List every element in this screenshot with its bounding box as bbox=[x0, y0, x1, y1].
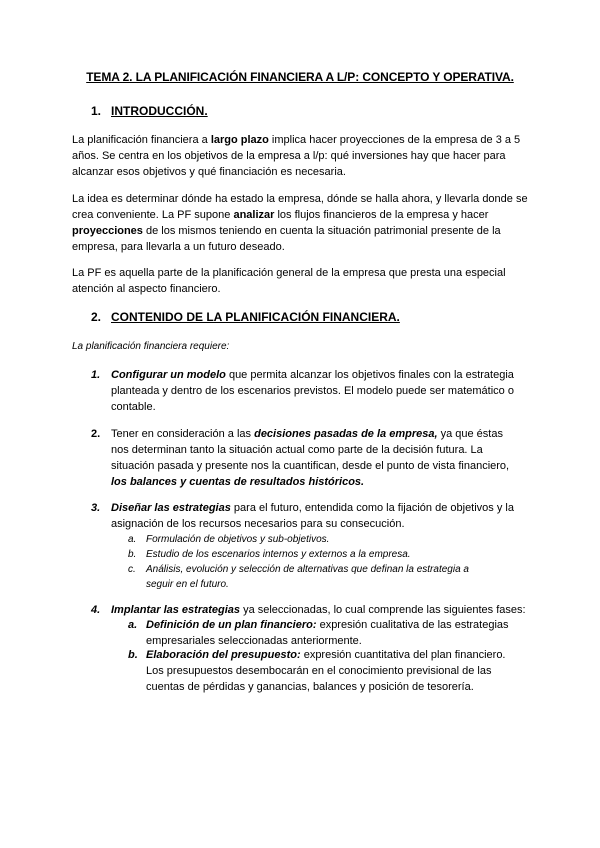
bold-term: largo plazo bbox=[210, 134, 269, 146]
emphasis: los balances y cuentas de resultados históricos. bbox=[111, 476, 365, 488]
text-run: expresión cuantitativa del plan financiero. Los presupuestos desembocarán en el conocimiento previsional de las cuentas de pérdidas y ganancias, balances y posición de tesorería. bbox=[146, 649, 506, 693]
section-2-intro: La planificación financiera requiere: bbox=[72, 341, 230, 352]
sub-item-4b bbox=[128, 647, 518, 711]
sub-item-text bbox=[146, 647, 511, 695]
text-run: ya que éstas nos determinan tanto la situación actual como parte de la decisión futura. La situación pasada y presente nos la cuantifican, desde el punto de vista financiero, bbox=[111, 428, 510, 472]
text-run: La idea es determinar dónde ha estado la empresa, dónde se halla ahora, y llevarla donde se crea conveniente. La PF supone bbox=[72, 193, 528, 221]
intro-paragraph-3: La PF es aquella parte de la planificación general de la empresa que presta una especial atención al aspecto financiero. bbox=[72, 267, 506, 295]
intro-paragraph-2 bbox=[72, 191, 532, 255]
bold-term: analizar bbox=[233, 209, 275, 221]
bold-term: proyecciones bbox=[72, 225, 143, 237]
sub-letter: c. bbox=[128, 564, 136, 575]
list-item-text bbox=[111, 426, 523, 490]
sub-letter: a. bbox=[128, 619, 138, 631]
sub-item-3a bbox=[128, 532, 488, 547]
text-run: Tener en consideración a las bbox=[111, 428, 255, 440]
list-item-3 bbox=[91, 500, 531, 535]
sub-item-text: Estudio de los escenarios internos y externos a la empresa. bbox=[146, 549, 411, 560]
text-run: de los mismos teniendo en cuenta la situación patrimonial presente de la empresa, para llevarla a un futuro deseado. bbox=[72, 225, 501, 253]
sub-item-4a bbox=[128, 617, 518, 649]
sub-letter: a. bbox=[128, 534, 137, 545]
sub-item-3b bbox=[128, 547, 488, 562]
emphasis: decisiones pasadas de la empresa, bbox=[254, 428, 438, 440]
sub-item-text: Análisis, evolución y selección de alternativas que definan la estrategia a seguir en el futuro. bbox=[146, 564, 469, 590]
section-number: 2. bbox=[91, 310, 102, 324]
emphasis: Implantar las estrategias bbox=[111, 604, 241, 616]
list-item-2 bbox=[91, 426, 531, 492]
list-item-text bbox=[111, 500, 523, 532]
emphasis: Elaboración del presupuesto: bbox=[146, 649, 301, 661]
list-number: 4. bbox=[91, 604, 101, 616]
section-title: INTRODUCCIÓN. bbox=[111, 104, 208, 118]
list-item-1 bbox=[91, 367, 531, 417]
text-run: ya seleccionadas, lo cual comprende las siguientes fases: bbox=[240, 604, 526, 616]
list-number: 3. bbox=[91, 502, 101, 514]
list-item-text bbox=[111, 602, 541, 618]
emphasis: Diseñar las estrategias bbox=[111, 502, 231, 514]
section-number: 1. bbox=[91, 104, 102, 118]
emphasis: Configurar un modelo bbox=[111, 369, 226, 381]
text-run: La planificación financiera a bbox=[72, 134, 211, 146]
list-number: 1. bbox=[91, 369, 101, 381]
list-number: 2. bbox=[91, 428, 101, 440]
document-title: TEMA 2. LA PLANIFICACIÓN FINANCIERA A L/P: CONCEPTO Y OPERATIVA. bbox=[86, 70, 514, 84]
intro-paragraph-1 bbox=[72, 132, 532, 180]
sub-item-text: Formulación de objetivos y sub-objetivos. bbox=[146, 534, 330, 545]
sub-item-text bbox=[146, 617, 511, 649]
list-item-4 bbox=[91, 602, 541, 618]
text-run: expresión cualitativa de las estrategias empresariales seleccionadas anteriormente. bbox=[146, 619, 509, 647]
text-run: implica hacer proyecciones de la empresa de 3 a 5 años. Se centra en los objetivos de la empresa a l/p: qué inversiones hay que hacer para alcanzar esos objetivos y qué financiación es necesaria. bbox=[72, 134, 521, 178]
section-2-heading bbox=[91, 310, 400, 324]
emphasis: Definición de un plan financiero: bbox=[146, 619, 317, 631]
sub-letter: b. bbox=[128, 649, 138, 661]
sub-letter: b. bbox=[128, 549, 137, 560]
section-title: CONTENIDO DE LA PLANIFICACIÓN FINANCIERA. bbox=[111, 310, 400, 324]
list-item-text bbox=[111, 367, 523, 415]
text-run: para el futuro, entendida como la fijación de objetivos y la asignación de los recursos necesarios para su consecución. bbox=[111, 502, 514, 530]
text-run: que permita alcanzar los objetivos finales con la estrategia planteada y dentro de los escenarios previstos. El modelo puede ser matemático o contable. bbox=[111, 369, 514, 413]
text-run: los flujos financieros de la empresa y hacer bbox=[274, 209, 489, 221]
sub-item-3c bbox=[128, 562, 488, 592]
section-1-heading bbox=[91, 104, 208, 118]
